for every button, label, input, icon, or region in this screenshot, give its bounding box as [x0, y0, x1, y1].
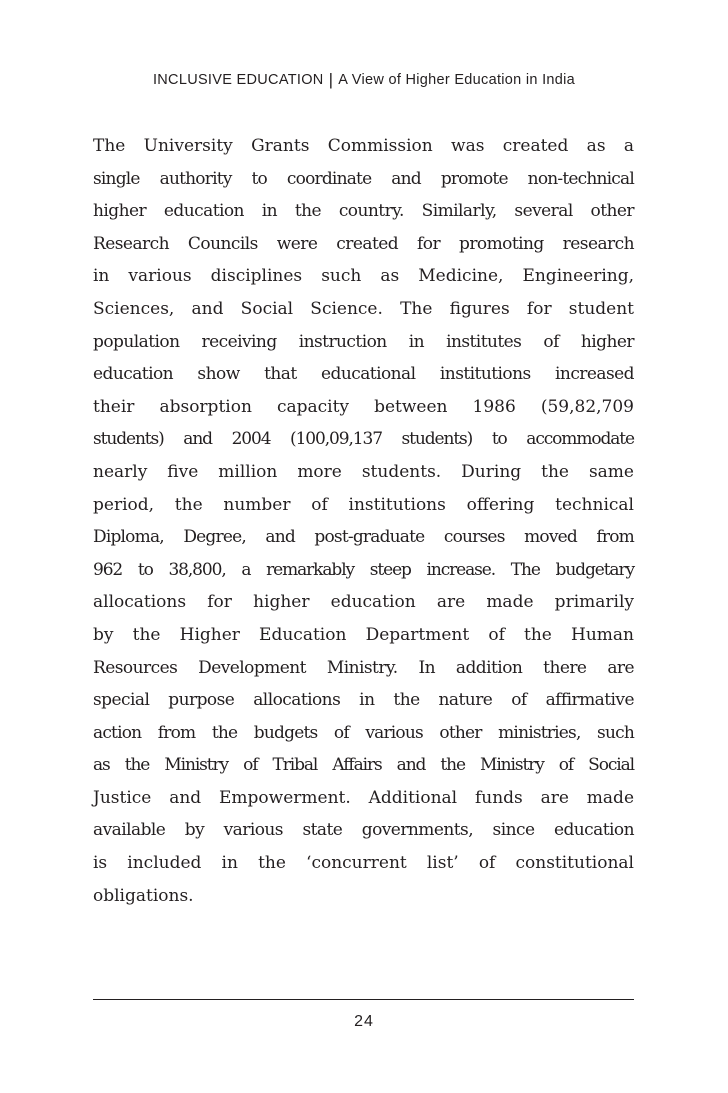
text-line: 962 to 38,800, a remarkably steep increase. The budgetary	[93, 559, 634, 580]
text-line: students) and 2004 (100,09,137 students) to accommodate	[93, 429, 634, 450]
text-line: period, the number of institutions offering technical	[93, 494, 634, 515]
text-line: action from the budgets of various other ministries, such	[93, 722, 634, 743]
text-line: nearly five million more students. During the same	[93, 461, 634, 482]
text-line: by the Higher Education Department of the Human	[93, 624, 634, 645]
text-line: Diploma, Degree, and post-graduate courses moved from	[93, 527, 634, 548]
text-line: as the Ministry of Tribal Affairs and the Ministry of Social	[93, 755, 634, 776]
text-line: obligations.	[93, 885, 194, 906]
text-line: higher education in the country. Similarly, several other	[93, 201, 634, 222]
header-chapter-title: A View of Higher Education in India	[338, 72, 576, 88]
text-line: in various disciplines such as Medicine, Engineering,	[93, 266, 634, 287]
header-book-title: INCLUSIVE EDUCATION	[152, 72, 324, 88]
text-line: Research Councils were created for promoting research	[93, 233, 634, 254]
text-line: single authority to coordinate and promote non-technical	[93, 168, 634, 189]
text-line: is included in the ‘concurrent list’ of constitutional	[93, 853, 634, 874]
body-paragraph	[93, 130, 634, 912]
header-separator: |	[328, 70, 334, 89]
text-line: allocations for higher education are made primarily	[93, 592, 634, 613]
text-line: Justice and Empowerment. Additional funds are made	[93, 787, 634, 808]
running-header	[0, 69, 728, 89]
text-line: their absorption capacity between 1986 (59,82,709	[93, 396, 634, 417]
text-line: Resources Development Ministry. In addition there are	[93, 657, 634, 678]
text-line: special purpose allocations in the nature of affirmative	[93, 690, 634, 711]
text-line: population receiving instruction in institutes of higher	[93, 331, 634, 352]
text-line: The University Grants Commission was created as a	[93, 136, 634, 156]
page-number: 24	[354, 1013, 374, 1030]
footer-rule	[93, 999, 634, 1000]
text-line: available by various state governments, since education	[93, 820, 634, 841]
text-line: Sciences, and Social Science. The figures for student	[93, 298, 634, 319]
text-line: education show that educational institutions increased	[93, 364, 634, 385]
